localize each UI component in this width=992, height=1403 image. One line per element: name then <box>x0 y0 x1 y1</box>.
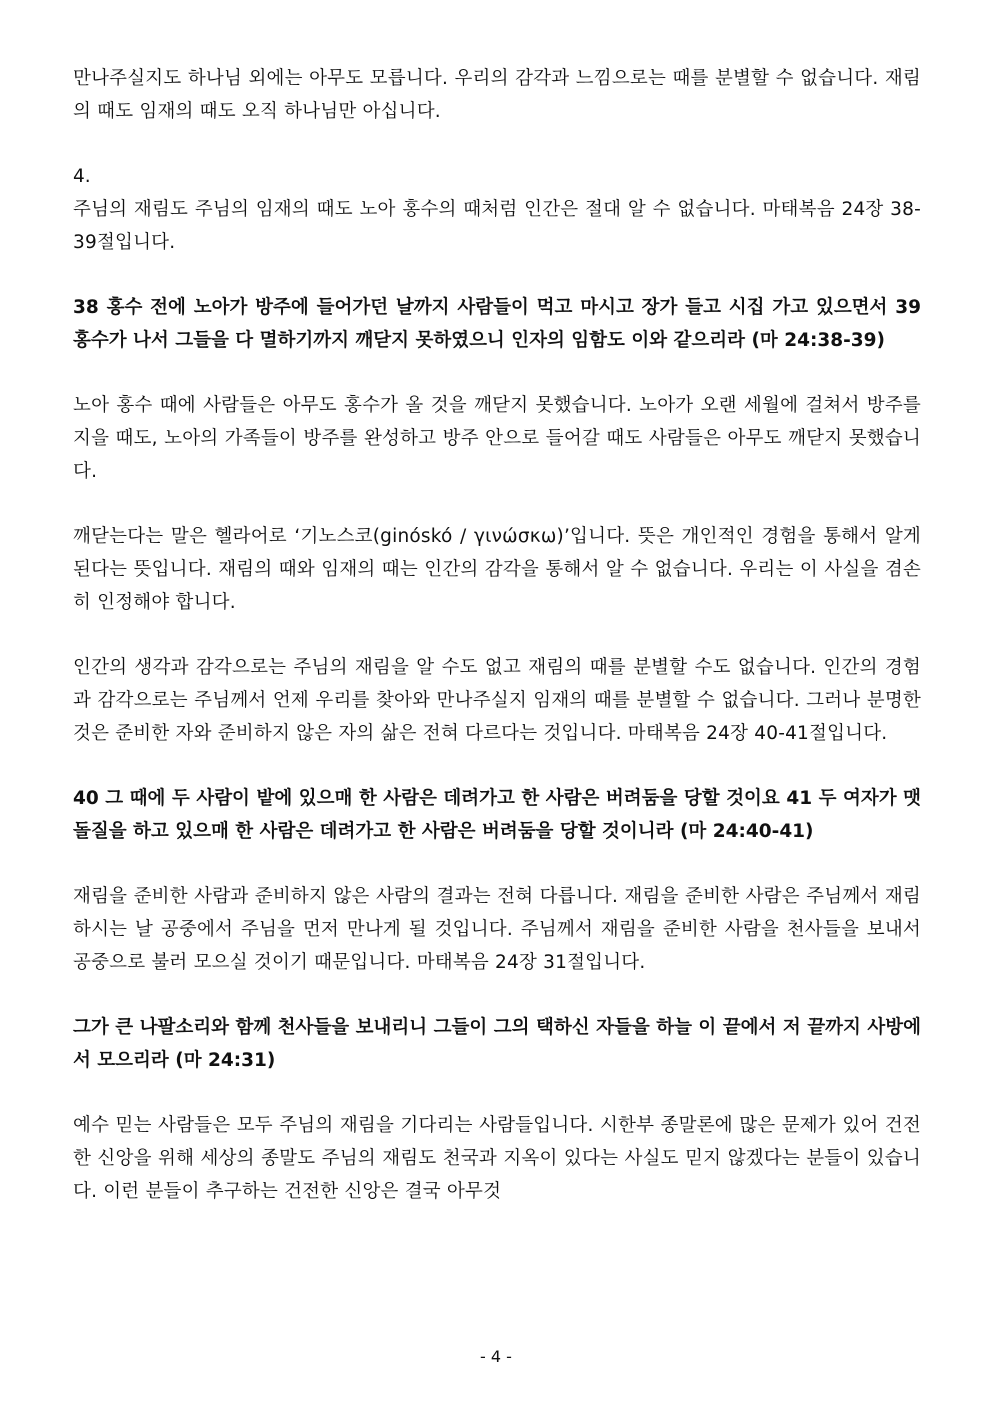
body-paragraph: 예수 믿는 사람들은 모두 주님의 재림을 기다리는 사람들입니다. 시한부 종말론에 많은 문제가 있어 건전한 신앙을 위해 세상의 종말도 주님의 재림도 천국과 지옥이 있다는 사실도 믿지 않겠다는 분들이 있습니다. 이런 분들이 추구하는 건전한 신앙은 결국 아무것 <box>73 1115 921 1202</box>
scripture-quote: 40 그 때에 두 사람이 밭에 있으매 한 사람은 데려가고 한 사람은 버려둠을 당할 것이요 41 두 여자가 맷돌질을 하고 있으매 한 사람은 데려가고 한 사람은 버려둠을 당할 것이니라 (마 24:40-41) <box>73 788 921 842</box>
body-paragraph: 깨닫는다는 말은 헬라어로 ‘기노스코(ginóskó / γινώσκω)’입니다. 뜻은 개인적인 경험을 통해서 알게 된다는 뜻입니다. 재림의 때와 임재의 때는 인간의 감각을 통해서 알 수 없습니다. 우리는 이 사실을 겸손히 인정해야 합니다. <box>73 526 921 613</box>
body-paragraph: 노아 홍수 때에 사람들은 아무도 홍수가 올 것을 깨닫지 못했습니다. 노아가 오랜 세월에 걸쳐서 방주를 지을 때도, 노아의 가족들이 방주를 완성하고 방주 안으로 들어갈 때도 사람들은 아무도 깨닫지 못했습니다. <box>73 395 921 482</box>
document-page <box>73 62 921 1208</box>
body-paragraph: 주님의 재림도 주님의 임재의 때도 노아 홍수의 때처럼 인간은 절대 알 수 없습니다. 마태복음 24장 38-39절입니다. <box>73 199 921 253</box>
body-paragraph: 만나주실지도 하나님 외에는 아무도 모릅니다. 우리의 감각과 느낌으로는 때를 분별할 수 없습니다. 재림의 때도 임재의 때도 오직 하나님만 아십니다. <box>73 68 921 122</box>
body-paragraph: 재림을 준비한 사람과 준비하지 않은 사람의 결과는 전혀 다릅니다. 재림을 준비한 사람은 주님께서 재림하시는 날 공중에서 주님을 먼저 만나게 될 것입니다. 주님께서 재림을 준비한 사람을 천사들을 보내서 공중으로 불러 모으실 것이기 때문입니다. 마태복음 24장 31절입니다. <box>73 886 921 973</box>
scripture-quote: 38 홍수 전에 노아가 방주에 들어가던 날까지 사람들이 먹고 마시고 장가 들고 시집 가고 있으면서 39 홍수가 나서 그들을 다 멸하기까지 깨닫지 못하였으니 인자의 임함도 이와 같으리라 (마 24:38-39) <box>73 297 921 351</box>
page-number: - 4 - <box>480 1347 512 1366</box>
body-paragraph: 인간의 생각과 감각으로는 주님의 재림을 알 수도 없고 재림의 때를 분별할 수도 없습니다. 인간의 경험과 감각으로는 주님께서 언제 우리를 찾아와 만나주실지 임재의 때를 분별할 수 없습니다. 그러나 분명한 것은 준비한 자와 준비하지 않은 자의 삶은 전혀 다르다는 것입니다. 마태복음 24장 40-41절입니다. <box>73 657 921 744</box>
section-number: 4. <box>73 166 91 187</box>
scripture-quote: 그가 큰 나팔소리와 함께 천사들을 보내리니 그들이 그의 택하신 자들을 하늘 이 끝에서 저 끝까지 사방에서 모으리라 (마 24:31) <box>73 1017 921 1071</box>
